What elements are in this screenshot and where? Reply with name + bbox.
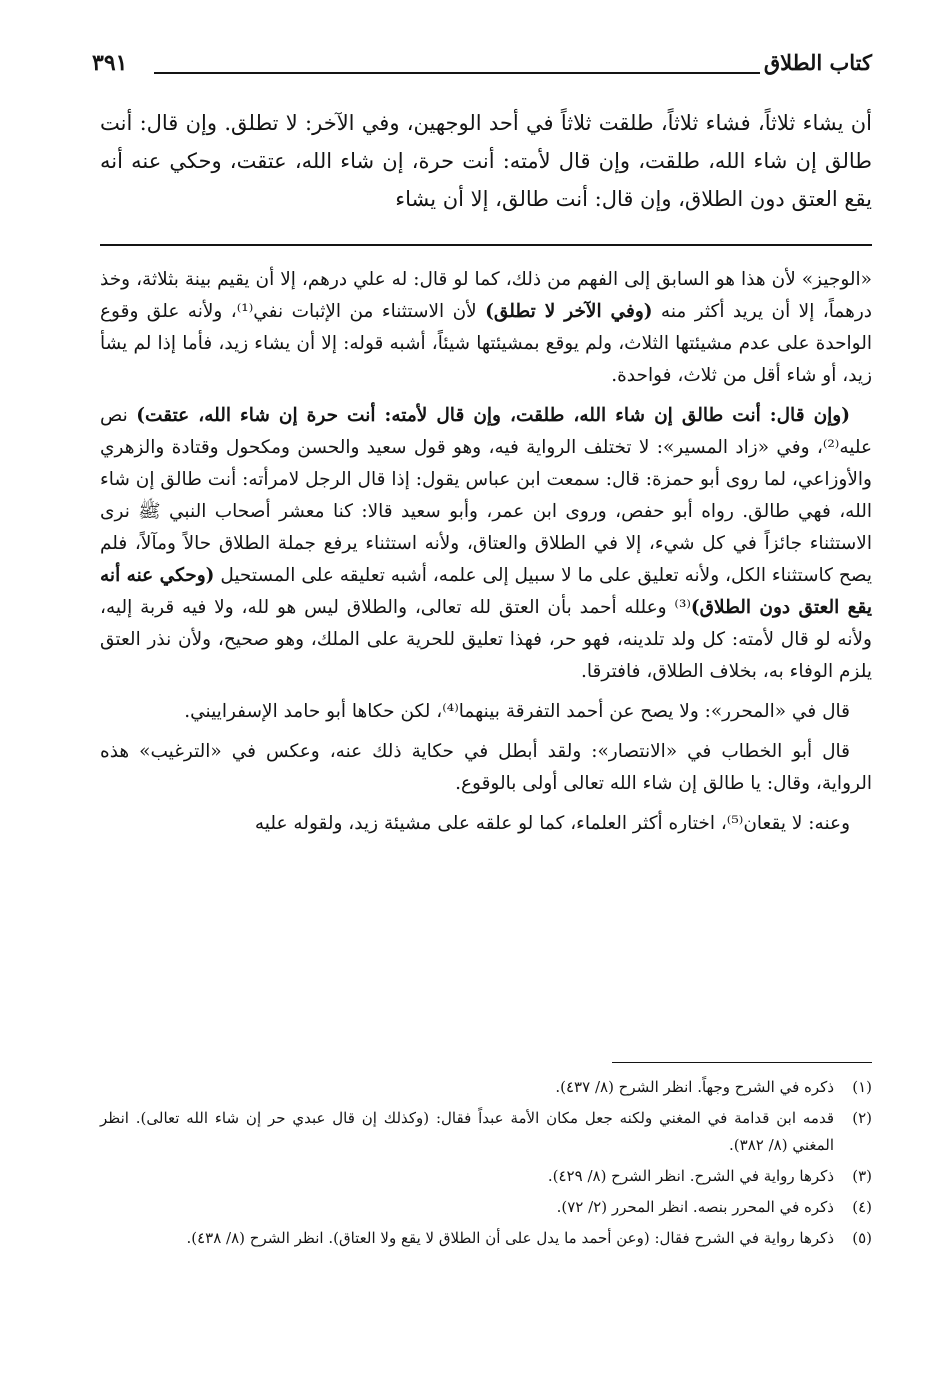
footnote-number: (٣) [852,1167,872,1185]
commentary-text-run: لأن الاستثناء من الإثبات نفي⁽¹⁾، ولأنه علق وقوع الواحدة على عدم مشيئتها الثلاث، ولم يوقع بمشيئتها شيئاً، أشبه قوله: إلا أن يشاء زيد، فأما إذا لم يشأ زيد، أو شاء أقل من ثلاث، فواحدة. [100,301,872,386]
footnote [100,1194,872,1221]
footnote [100,1074,872,1101]
matn-text [100,104,872,218]
footnote-text: قدمه ابن قدامة في المغني ولكنه جعل مكان الأمة عبداً فقال: (وكذلك إن قال عبدي حر إن شاء الله تعالى). انظر المغني (٨/ ٣٨٢). [100,1109,834,1154]
footnote-text: ذكرها رواية في الشرح. انظر الشرح (٨/ ٤٢٩). [547,1167,834,1185]
footnote [100,1105,872,1159]
commentary-paragraph-1 [100,264,872,392]
matn-commentary-divider [100,244,872,246]
chapter-title: كتاب الطلاق [763,50,872,75]
page-number: ٣٩١ [92,50,128,76]
commentary-paragraph-4: قال أبو الخطاب في «الانتصار»: ولقد أبطل في حكاية ذلك عنه، وعكس في «الترغيب» هذه الرواية، وقال: يا طالق إن شاء الله تعالى أولى بالوقوع. [100,741,872,794]
quoted-matn: (وإن قال: أنت طالق إن شاء الله، طلقت، وإن قال لأمته: أنت حرة إن شاء الله، عتقت) [136,405,850,426]
commentary-text-run: نص عليه⁽²⁾، وفي «زاد المسير»: لا تختلف الرواية فيه، وهو قول سعيد والحسن ومكحول وقتادة والزهري والأوزاعي، لما روى أبو حمزة: قال: سمعت ابن عباس يقول: إذا قال الرجل لامرأته: أنت طالق إن شاء الله، فهي طالق. رواه أبو حفص، وروى ابن عمر، وأبو سعيد قالا: كنا معشر أصحاب النبي ﷺ نرى الاستثناء جائزاً في كل شيء، إلا في الطلاق والعتاق، ولأنه استثناء يرفع جملة الطلاق حالاً ومآلاً، فلم يصح كاستثناء الكل، ولأنه تعليق على ما لا سبيل إلى علمه، أشبه تعليقه على المستحيل [100,405,872,586]
commentary-paragraph-2 [100,400,872,688]
footnote-number: (٥) [852,1229,872,1247]
footnote [100,1225,872,1252]
commentary-text [100,264,872,848]
footnote-text: ذكره في الشرح وجهاً. انظر الشرح (٨/ ٤٣٧). [555,1078,834,1096]
footnote-text: ذكره في المحرر بنصه. انظر المحرر (٢/ ٧٢). [556,1198,834,1216]
quoted-matn: (وحكي عنه أنه يقع العتق دون الطلاق) [100,565,872,618]
matn-line-1: أن يشاء ثلاثاً، فشاء ثلاثاً، طلقت ثلاثاً في أحد الوجهين، وفي الآخر: لا تطلق. [224,111,872,135]
footnote-rule [612,1062,872,1063]
matn-line-2: وإن قال: أنت طالق إن شاء الله، طلقت، وإن قال لأمته: أنت حرة، إن شاء الله، عتقت، وحكي عنه أنه يقع العتق دون الطلاق، وإن قال: أنت طالق، إلا أن يشاء [100,111,872,211]
commentary-paragraph-5: وعنه: لا يقعان⁽⁵⁾، اختاره أكثر العلماء، كما لو علقه على مشيئة زيد، ولقوله عليه [254,813,850,834]
footnote-text: ذكرها رواية في الشرح فقال: (وعن أحمد ما يدل على أن الطلاق لا يقع ولا العتاق). انظر الشرح (٨/ ٤٣٨). [186,1229,834,1247]
quoted-matn: (وفي الآخر لا تطلق) [485,301,653,322]
running-header [92,50,872,84]
footnote [100,1163,872,1190]
commentary-text-run: «الوجيز» لأن هذا هو السابق إلى الفهم من ذلك، كما لو قال: له علي درهم، إلا أن يقيم بينة بثلاثة، وخذ درهماً، إلا أن يريد أكثر منه [100,269,872,322]
header-rule [154,72,760,74]
footnote-number: (٢) [852,1109,872,1127]
footnote-number: (٤) [852,1198,872,1216]
commentary-paragraph-3: قال في «المحرر»: ولا يصح عن أحمد التفرقة بينهما⁽⁴⁾، لكن حكاها أبو حامد الإسفراييني. [184,701,850,722]
footnotes [100,1074,872,1256]
commentary-text-run: ⁽³⁾ وعلله أحمد بأن العتق لله تعالى، والطلاق ليس هو لله، ولا فيه قربة إليه، ولأنه لو قال لأمته: كل ولد تلدينه، فهو حر، فهذا تعليق للحرية على الملك، وهو صحيح، ولأن نذر العتق يلزم الوفاء به، بخلاف الطلاق، فافترقا. [100,597,872,682]
footnote-number: (١) [852,1078,872,1096]
